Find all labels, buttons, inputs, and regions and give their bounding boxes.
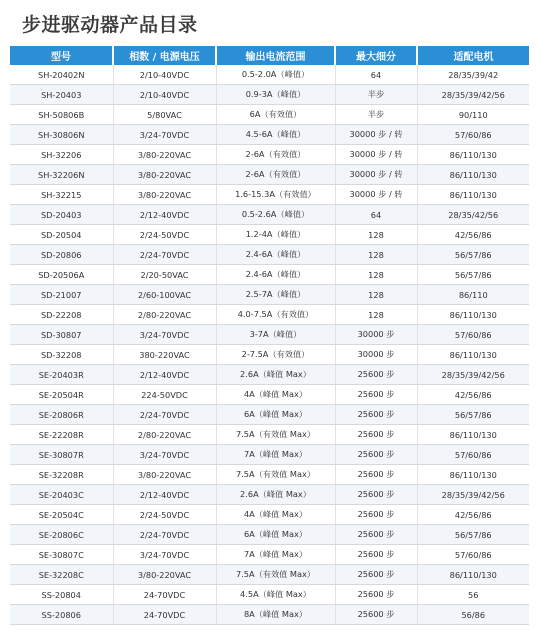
cell-model: SD-20403 [10, 205, 113, 225]
cell-matching-motor: 86/110/130 [417, 425, 529, 445]
cell-phase-voltage: 2/80-220VAC [113, 305, 216, 325]
cell-max-microstep: 30000 步 [335, 345, 417, 365]
cell-matching-motor: 56/57/86 [417, 405, 529, 425]
cell-matching-motor: 28/35/39/42 [417, 65, 529, 85]
page-title: 步进驱动器产品目录 [22, 14, 198, 36]
cell-max-microstep: 30000 步 [335, 325, 417, 345]
cell-phase-voltage: 2/10-40VDC [113, 85, 216, 105]
table-row [10, 85, 529, 105]
cell-output-current: 6A（峰值 Max） [216, 525, 335, 545]
cell-matching-motor: 56/86 [417, 605, 529, 625]
cell-model: SD-22208 [10, 305, 113, 325]
cell-phase-voltage: 3/24-70VDC [113, 445, 216, 465]
cell-max-microstep: 半步 [335, 85, 417, 105]
cell-model: SE-22208R [10, 425, 113, 445]
cell-matching-motor: 56 [417, 585, 529, 605]
cell-model: SH-30806N [10, 125, 113, 145]
table-row [10, 345, 529, 365]
cell-max-microstep: 25600 步 [335, 365, 417, 385]
cell-matching-motor: 57/60/86 [417, 445, 529, 465]
cell-output-current: 7.5A（有效值 Max） [216, 565, 335, 585]
cell-phase-voltage: 2/12-40VDC [113, 205, 216, 225]
table-row [10, 585, 529, 605]
header-phase-voltage: 相数 / 电源电压 [113, 46, 216, 65]
cell-output-current: 7.5A（有效值 Max） [216, 425, 335, 445]
cell-output-current: 3-7A（峰值） [216, 325, 335, 345]
cell-output-current: 4A（峰值 Max） [216, 505, 335, 525]
cell-output-current: 2.6A（峰值 Max） [216, 485, 335, 505]
cell-phase-voltage: 2/24-70VDC [113, 525, 216, 545]
cell-model: SH-20402N [10, 65, 113, 85]
cell-max-microstep: 25600 步 [335, 385, 417, 405]
cell-max-microstep: 25600 步 [335, 485, 417, 505]
cell-output-current: 4.5-6A（峰值） [216, 125, 335, 145]
cell-matching-motor: 42/56/86 [417, 505, 529, 525]
table-row [10, 325, 529, 345]
cell-model: SE-20806R [10, 405, 113, 425]
cell-output-current: 1.2-4A（峰值） [216, 225, 335, 245]
cell-phase-voltage: 3/80-220VAC [113, 185, 216, 205]
cell-phase-voltage: 5/80VAC [113, 105, 216, 125]
table-row [10, 505, 529, 525]
cell-model: SD-20504 [10, 225, 113, 245]
table-row [10, 65, 529, 85]
cell-matching-motor: 28/35/39/42/56 [417, 365, 529, 385]
cell-max-microstep: 128 [335, 305, 417, 325]
cell-matching-motor: 86/110/130 [417, 565, 529, 585]
cell-phase-voltage: 2/60-100VAC [113, 285, 216, 305]
cell-phase-voltage: 3/80-220VAC [113, 165, 216, 185]
cell-phase-voltage: 2/20-50VAC [113, 265, 216, 285]
table-row [10, 405, 529, 425]
table-row [10, 365, 529, 385]
cell-matching-motor: 86/110/130 [417, 165, 529, 185]
cell-model: SD-21007 [10, 285, 113, 305]
product-catalog-table [10, 46, 529, 625]
table-row [10, 545, 529, 565]
table-row [10, 465, 529, 485]
cell-phase-voltage: 3/24-70VDC [113, 325, 216, 345]
cell-max-microstep: 128 [335, 245, 417, 265]
cell-output-current: 0.9-3A（峰值） [216, 85, 335, 105]
cell-max-microstep: 半步 [335, 105, 417, 125]
cell-phase-voltage: 2/24-50VDC [113, 505, 216, 525]
cell-model: SH-20403 [10, 85, 113, 105]
cell-phase-voltage: 2/10-40VDC [113, 65, 216, 85]
cell-matching-motor: 42/56/86 [417, 385, 529, 405]
cell-output-current: 0.5-2.0A（峰值） [216, 65, 335, 85]
cell-model: SE-32208C [10, 565, 113, 585]
cell-output-current: 0.5-2.6A（峰值） [216, 205, 335, 225]
cell-max-microstep: 128 [335, 265, 417, 285]
cell-output-current: 4A（峰值 Max） [216, 385, 335, 405]
cell-model: SE-20403R [10, 365, 113, 385]
cell-output-current: 2-7.5A（有效值） [216, 345, 335, 365]
cell-matching-motor: 56/57/86 [417, 525, 529, 545]
table-row [10, 245, 529, 265]
cell-model: SS-20806 [10, 605, 113, 625]
table-row [10, 285, 529, 305]
cell-phase-voltage: 3/24-70VDC [113, 545, 216, 565]
cell-phase-voltage: 3/24-70VDC [113, 125, 216, 145]
table-row [10, 265, 529, 285]
table-row [10, 425, 529, 445]
cell-output-current: 7.5A（有效值 Max） [216, 465, 335, 485]
cell-matching-motor: 56/57/86 [417, 245, 529, 265]
cell-model: SS-20804 [10, 585, 113, 605]
cell-phase-voltage: 2/80-220VAC [113, 425, 216, 445]
cell-matching-motor: 28/35/39/42/56 [417, 485, 529, 505]
cell-output-current: 1.6-15.3A（有效值） [216, 185, 335, 205]
table-row [10, 385, 529, 405]
cell-model: SE-20504C [10, 505, 113, 525]
cell-output-current: 6A（峰值 Max） [216, 405, 335, 425]
cell-max-microstep: 64 [335, 65, 417, 85]
cell-max-microstep: 25600 步 [335, 505, 417, 525]
cell-output-current: 7A（峰值 Max） [216, 545, 335, 565]
table-row [10, 145, 529, 165]
table-row [10, 565, 529, 585]
cell-model: SD-32208 [10, 345, 113, 365]
cell-phase-voltage: 24-70VDC [113, 605, 216, 625]
table-row [10, 205, 529, 225]
header-output-current: 输出电流范围 [216, 46, 335, 65]
cell-max-microstep: 30000 步 / 转 [335, 185, 417, 205]
header-model: 型号 [10, 46, 113, 65]
table-row [10, 165, 529, 185]
table-row [10, 445, 529, 465]
cell-max-microstep: 25600 步 [335, 585, 417, 605]
cell-model: SH-32215 [10, 185, 113, 205]
table-row [10, 105, 529, 125]
table-row [10, 305, 529, 325]
cell-phase-voltage: 2/12-40VDC [113, 485, 216, 505]
cell-matching-motor: 90/110 [417, 105, 529, 125]
cell-max-microstep: 25600 步 [335, 605, 417, 625]
cell-matching-motor: 86/110/130 [417, 305, 529, 325]
cell-matching-motor: 86/110/130 [417, 185, 529, 205]
cell-output-current: 2.5-7A（峰值） [216, 285, 335, 305]
table-row [10, 225, 529, 245]
cell-max-microstep: 25600 步 [335, 545, 417, 565]
table-header [10, 46, 529, 65]
cell-matching-motor: 28/35/42/56 [417, 205, 529, 225]
cell-phase-voltage: 3/80-220VAC [113, 145, 216, 165]
table-row [10, 525, 529, 545]
cell-max-microstep: 25600 步 [335, 465, 417, 485]
cell-phase-voltage: 224-50VDC [113, 385, 216, 405]
cell-phase-voltage: 2/24-70VDC [113, 405, 216, 425]
cell-matching-motor: 56/57/86 [417, 265, 529, 285]
table-row [10, 185, 529, 205]
cell-phase-voltage: 3/80-220VAC [113, 465, 216, 485]
cell-phase-voltage: 2/24-50VDC [113, 225, 216, 245]
cell-max-microstep: 128 [335, 225, 417, 245]
table-row [10, 485, 529, 505]
cell-max-microstep: 128 [335, 285, 417, 305]
cell-model: SE-20504R [10, 385, 113, 405]
cell-max-microstep: 30000 步 / 转 [335, 125, 417, 145]
cell-output-current: 2.6A（峰值 Max） [216, 365, 335, 385]
cell-output-current: 2-6A（有效值） [216, 165, 335, 185]
cell-model: SE-30807R [10, 445, 113, 465]
cell-model: SH-50806B [10, 105, 113, 125]
header-max-microstep: 最大细分 [335, 46, 417, 65]
cell-matching-motor: 57/60/86 [417, 125, 529, 145]
cell-max-microstep: 25600 步 [335, 405, 417, 425]
cell-max-microstep: 25600 步 [335, 425, 417, 445]
cell-phase-voltage: 2/24-70VDC [113, 245, 216, 265]
cell-matching-motor: 57/60/86 [417, 325, 529, 345]
cell-output-current: 2.4-6A（峰值） [216, 245, 335, 265]
cell-output-current: 6A（有效值） [216, 105, 335, 125]
cell-max-microstep: 30000 步 / 转 [335, 165, 417, 185]
cell-output-current: 7A（峰值 Max） [216, 445, 335, 465]
cell-matching-motor: 86/110 [417, 285, 529, 305]
cell-model: SH-32206 [10, 145, 113, 165]
cell-model: SE-30807C [10, 545, 113, 565]
cell-max-microstep: 25600 步 [335, 565, 417, 585]
cell-phase-voltage: 380-220VAC [113, 345, 216, 365]
cell-output-current: 8A（峰值 Max） [216, 605, 335, 625]
cell-matching-motor: 86/110/130 [417, 145, 529, 165]
cell-max-microstep: 25600 步 [335, 525, 417, 545]
cell-max-microstep: 30000 步 / 转 [335, 145, 417, 165]
cell-phase-voltage: 3/80-220VAC [113, 565, 216, 585]
header-matching-motor: 适配电机 [417, 46, 529, 65]
table-row [10, 605, 529, 625]
cell-max-microstep: 64 [335, 205, 417, 225]
cell-output-current: 2.4-6A（峰值） [216, 265, 335, 285]
cell-matching-motor: 86/110/130 [417, 345, 529, 365]
cell-model: SD-20506A [10, 265, 113, 285]
cell-output-current: 4.0-7.5A（有效值） [216, 305, 335, 325]
cell-phase-voltage: 2/12-40VDC [113, 365, 216, 385]
cell-output-current: 4.5A（峰值 Max） [216, 585, 335, 605]
cell-model: SE-20403C [10, 485, 113, 505]
cell-model: SH-32206N [10, 165, 113, 185]
cell-model: SE-32208R [10, 465, 113, 485]
cell-matching-motor: 28/35/39/42/56 [417, 85, 529, 105]
cell-matching-motor: 42/56/86 [417, 225, 529, 245]
cell-matching-motor: 86/110/130 [417, 465, 529, 485]
cell-phase-voltage: 24-70VDC [113, 585, 216, 605]
cell-model: SD-30807 [10, 325, 113, 345]
cell-output-current: 2-6A（有效值） [216, 145, 335, 165]
cell-max-microstep: 25600 步 [335, 445, 417, 465]
cell-model: SE-20806C [10, 525, 113, 545]
cell-matching-motor: 57/60/86 [417, 545, 529, 565]
table-row [10, 125, 529, 145]
cell-model: SD-20806 [10, 245, 113, 265]
table-body [10, 65, 529, 625]
header-row [10, 46, 529, 65]
